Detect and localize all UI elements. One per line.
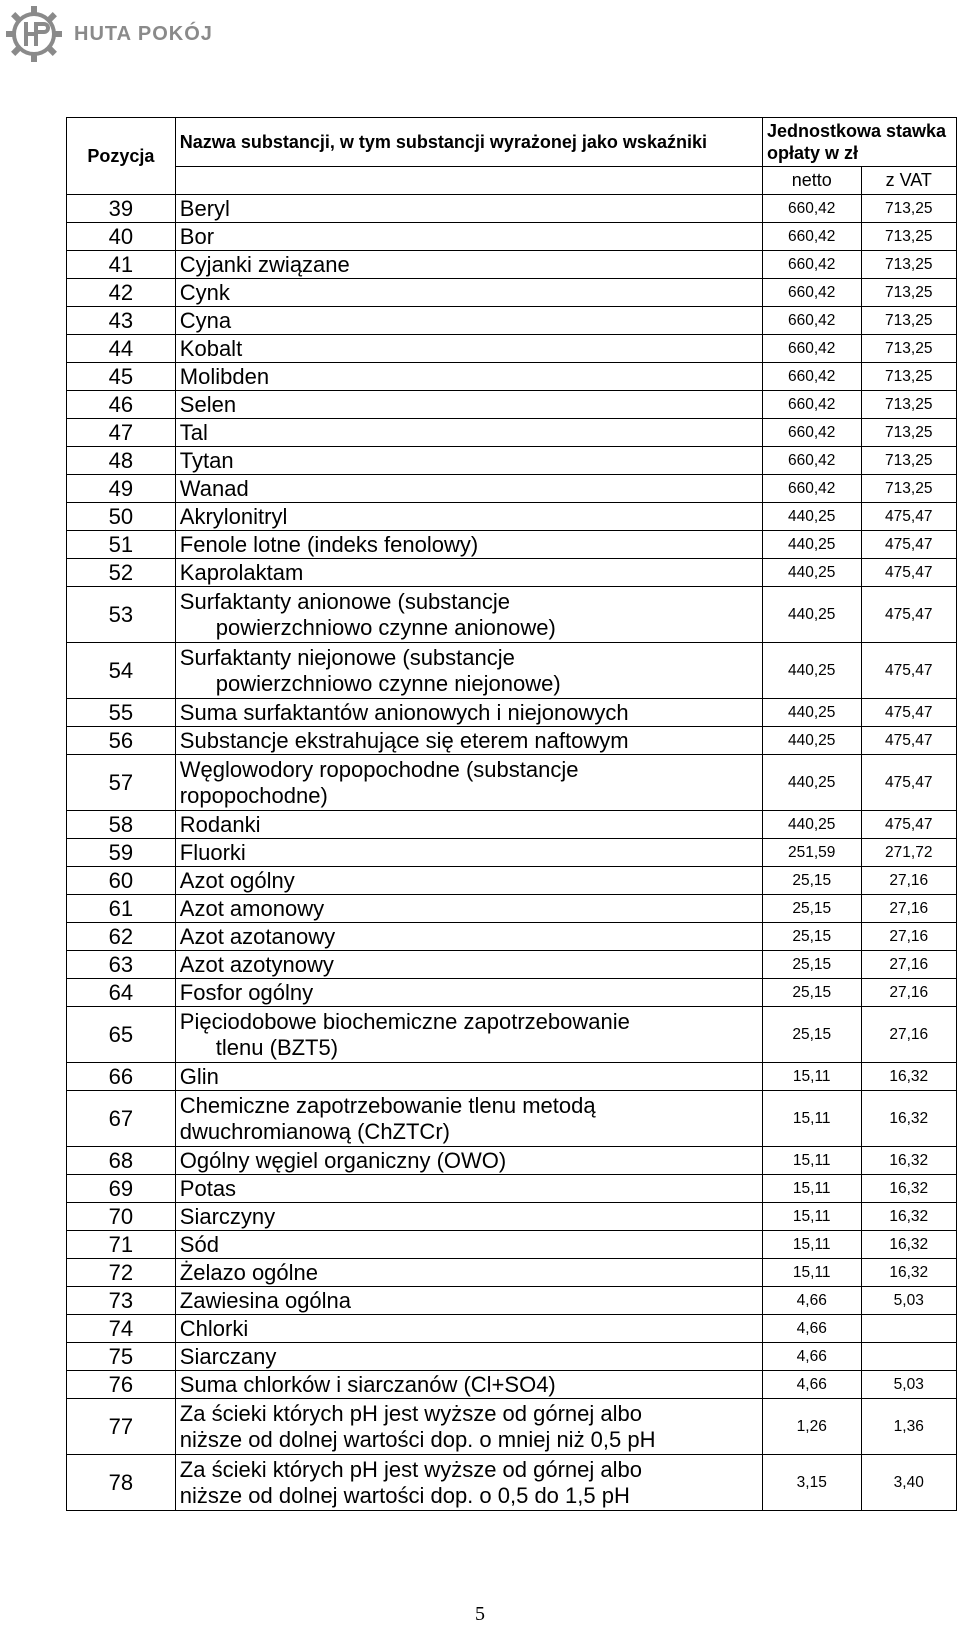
row-substance-name bbox=[175, 531, 762, 559]
row-position: 66 bbox=[67, 1063, 176, 1091]
row-rate-netto: 15,11 bbox=[762, 1203, 861, 1231]
row-substance-name bbox=[175, 839, 762, 867]
row-substance-name bbox=[175, 307, 762, 335]
row-substance-name bbox=[175, 1175, 762, 1203]
row-rate-vat: 713,25 bbox=[861, 251, 957, 279]
row-rate-vat: 27,16 bbox=[861, 1007, 957, 1063]
substance-name-line: Surfaktanty anionowe (substancje bbox=[179, 588, 510, 614]
row-rate-vat bbox=[861, 1343, 957, 1371]
row-substance-name bbox=[175, 419, 762, 447]
substance-name-line: Bor bbox=[179, 223, 215, 249]
row-substance-name bbox=[175, 559, 762, 587]
row-rate-vat: 16,32 bbox=[861, 1231, 957, 1259]
row-substance-name bbox=[175, 867, 762, 895]
row-rate-vat: 475,47 bbox=[861, 811, 957, 839]
row-rate-netto: 440,25 bbox=[762, 699, 861, 727]
row-substance-name bbox=[175, 279, 762, 307]
substance-name-line: Azot ogólny bbox=[179, 867, 295, 893]
substance-name-line: Fenole lotne (indeks fenolowy) bbox=[179, 531, 479, 557]
row-rate-vat: 713,25 bbox=[861, 391, 957, 419]
row-substance-name bbox=[175, 699, 762, 727]
row-position: 75 bbox=[67, 1343, 176, 1371]
table-row bbox=[67, 951, 957, 979]
row-position: 44 bbox=[67, 335, 176, 363]
row-substance-name bbox=[175, 755, 762, 811]
row-position: 51 bbox=[67, 531, 176, 559]
table-row bbox=[67, 895, 957, 923]
substance-name-line: tlenu (BZT5) bbox=[215, 1034, 339, 1060]
row-rate-netto: 660,42 bbox=[762, 223, 861, 251]
row-rate-vat: 16,32 bbox=[861, 1147, 957, 1175]
table-row bbox=[67, 195, 957, 223]
row-rate-netto: 3,15 bbox=[762, 1455, 861, 1511]
row-substance-name bbox=[175, 951, 762, 979]
substance-name-line: Pięciodobowe biochemiczne zapotrzebowanie bbox=[179, 1008, 630, 1034]
substance-name-line: Suma surfaktantów anionowych i niejonowych bbox=[179, 699, 629, 725]
table-subheader-row bbox=[67, 167, 957, 195]
row-position: 63 bbox=[67, 951, 176, 979]
row-rate-netto: 15,11 bbox=[762, 1259, 861, 1287]
row-rate-netto: 440,25 bbox=[762, 811, 861, 839]
table-row bbox=[67, 1343, 957, 1371]
row-rate-vat: 713,25 bbox=[861, 335, 957, 363]
substance-name-line: niższe od dolnej wartości dop. o mniej niż 0,5 pH bbox=[179, 1426, 656, 1452]
row-position: 57 bbox=[67, 755, 176, 811]
table-row bbox=[67, 1175, 957, 1203]
substance-name-line: niższe od dolnej wartości dop. o 0,5 do 1,5 pH bbox=[179, 1482, 630, 1508]
row-rate-netto: 251,59 bbox=[762, 839, 861, 867]
row-substance-name bbox=[175, 587, 762, 643]
table-row bbox=[67, 279, 957, 307]
row-rate-vat: 27,16 bbox=[861, 867, 957, 895]
substance-name-line: Cyna bbox=[179, 307, 232, 333]
table-row bbox=[67, 419, 957, 447]
row-position: 77 bbox=[67, 1399, 176, 1455]
row-rate-netto: 660,42 bbox=[762, 307, 861, 335]
row-rate-netto: 15,11 bbox=[762, 1231, 861, 1259]
row-rate-vat: 16,32 bbox=[861, 1175, 957, 1203]
row-substance-name bbox=[175, 1455, 762, 1511]
row-position: 64 bbox=[67, 979, 176, 1007]
row-rate-netto: 15,11 bbox=[762, 1063, 861, 1091]
row-rate-netto: 4,66 bbox=[762, 1287, 861, 1315]
row-rate-vat: 475,47 bbox=[861, 727, 957, 755]
column-header-netto: netto bbox=[762, 167, 861, 195]
row-rate-netto: 440,25 bbox=[762, 587, 861, 643]
substance-name-line: Sód bbox=[179, 1231, 219, 1257]
row-position: 58 bbox=[67, 811, 176, 839]
row-position: 70 bbox=[67, 1203, 176, 1231]
table-row bbox=[67, 1315, 957, 1343]
row-position: 76 bbox=[67, 1371, 176, 1399]
row-rate-netto: 4,66 bbox=[762, 1343, 861, 1371]
row-rate-netto: 15,11 bbox=[762, 1147, 861, 1175]
table-row bbox=[67, 1147, 957, 1175]
fee-rates-table bbox=[66, 117, 957, 1511]
row-position: 60 bbox=[67, 867, 176, 895]
logo-text: HUTA POKÓJ bbox=[74, 22, 213, 45]
row-rate-netto: 25,15 bbox=[762, 867, 861, 895]
row-substance-name bbox=[175, 1063, 762, 1091]
row-rate-netto: 25,15 bbox=[762, 1007, 861, 1063]
row-rate-netto: 25,15 bbox=[762, 951, 861, 979]
row-position: 71 bbox=[67, 1231, 176, 1259]
row-rate-vat: 27,16 bbox=[861, 951, 957, 979]
row-rate-netto: 660,42 bbox=[762, 335, 861, 363]
row-rate-vat: 713,25 bbox=[861, 223, 957, 251]
row-position: 54 bbox=[67, 643, 176, 699]
row-position: 62 bbox=[67, 923, 176, 951]
substance-name-line: Siarczyny bbox=[179, 1203, 276, 1229]
page-number: 5 bbox=[475, 1603, 485, 1625]
substance-name-line: Tal bbox=[179, 419, 208, 445]
row-rate-netto: 660,42 bbox=[762, 419, 861, 447]
table-row bbox=[67, 867, 957, 895]
row-rate-netto: 660,42 bbox=[762, 363, 861, 391]
row-position: 74 bbox=[67, 1315, 176, 1343]
row-position: 78 bbox=[67, 1455, 176, 1511]
row-substance-name bbox=[175, 195, 762, 223]
row-rate-vat: 475,47 bbox=[861, 587, 957, 643]
row-substance-name bbox=[175, 979, 762, 1007]
substance-name-line: Cyjanki związane bbox=[179, 251, 350, 277]
row-substance-name bbox=[175, 1203, 762, 1231]
row-substance-name bbox=[175, 727, 762, 755]
row-position: 45 bbox=[67, 363, 176, 391]
substance-name-line: powierzchniowo czynne niejonowe) bbox=[215, 670, 561, 696]
row-position: 73 bbox=[67, 1287, 176, 1315]
row-rate-vat: 3,40 bbox=[861, 1455, 957, 1511]
substance-name-line: Żelazo ogólne bbox=[179, 1259, 319, 1285]
table-row bbox=[67, 447, 957, 475]
substance-name-line: Beryl bbox=[179, 195, 230, 221]
row-position: 47 bbox=[67, 419, 176, 447]
row-position: 61 bbox=[67, 895, 176, 923]
row-position: 50 bbox=[67, 503, 176, 531]
row-substance-name bbox=[175, 1315, 762, 1343]
table-row bbox=[67, 223, 957, 251]
substance-name-line: Surfaktanty niejonowe (substancje bbox=[179, 644, 515, 670]
row-position: 56 bbox=[67, 727, 176, 755]
table-row bbox=[67, 811, 957, 839]
table-row bbox=[67, 1231, 957, 1259]
substance-name-line: Azot azotanowy bbox=[179, 923, 336, 949]
row-position: 39 bbox=[67, 195, 176, 223]
table-row bbox=[67, 1399, 957, 1455]
row-rate-vat: 475,47 bbox=[861, 643, 957, 699]
row-rate-netto: 440,25 bbox=[762, 531, 861, 559]
row-position: 65 bbox=[67, 1007, 176, 1063]
table-row bbox=[67, 699, 957, 727]
table-row bbox=[67, 307, 957, 335]
row-rate-vat: 713,25 bbox=[861, 447, 957, 475]
row-substance-name bbox=[175, 363, 762, 391]
row-rate-vat: 475,47 bbox=[861, 503, 957, 531]
row-position: 55 bbox=[67, 699, 176, 727]
row-substance-name bbox=[175, 1343, 762, 1371]
table-row bbox=[67, 727, 957, 755]
table-row bbox=[67, 335, 957, 363]
table-row bbox=[67, 251, 957, 279]
row-substance-name bbox=[175, 643, 762, 699]
table-row bbox=[67, 1259, 957, 1287]
table-row bbox=[67, 1455, 957, 1511]
row-position: 59 bbox=[67, 839, 176, 867]
row-rate-vat: 475,47 bbox=[861, 559, 957, 587]
row-rate-netto: 440,25 bbox=[762, 503, 861, 531]
row-position: 43 bbox=[67, 307, 176, 335]
table-row bbox=[67, 363, 957, 391]
substance-name-line: Rodanki bbox=[179, 811, 261, 837]
substance-name-line: Fosfor ogólny bbox=[179, 979, 314, 1005]
row-substance-name bbox=[175, 1091, 762, 1147]
row-position: 41 bbox=[67, 251, 176, 279]
table-row bbox=[67, 503, 957, 531]
row-rate-netto: 660,42 bbox=[762, 279, 861, 307]
column-header-rate: Jednostkowa stawka opłaty w zł bbox=[762, 118, 956, 167]
row-position: 42 bbox=[67, 279, 176, 307]
row-rate-netto: 440,25 bbox=[762, 755, 861, 811]
row-rate-vat: 27,16 bbox=[861, 923, 957, 951]
row-substance-name bbox=[175, 895, 762, 923]
row-rate-netto: 660,42 bbox=[762, 195, 861, 223]
row-rate-vat: 713,25 bbox=[861, 195, 957, 223]
row-substance-name bbox=[175, 503, 762, 531]
substance-name-line: Kobalt bbox=[179, 335, 243, 361]
substance-name-line: Zawiesina ogólna bbox=[179, 1287, 352, 1313]
row-rate-vat: 1,36 bbox=[861, 1399, 957, 1455]
row-rate-netto: 660,42 bbox=[762, 447, 861, 475]
row-position: 49 bbox=[67, 475, 176, 503]
row-substance-name bbox=[175, 923, 762, 951]
table-row bbox=[67, 475, 957, 503]
row-substance-name bbox=[175, 811, 762, 839]
column-header-position: Pozycja bbox=[67, 118, 176, 195]
row-rate-vat: 27,16 bbox=[861, 895, 957, 923]
row-substance-name bbox=[175, 335, 762, 363]
row-substance-name bbox=[175, 447, 762, 475]
row-rate-vat: 16,32 bbox=[861, 1091, 957, 1147]
row-position: 69 bbox=[67, 1175, 176, 1203]
row-rate-vat: 16,32 bbox=[861, 1203, 957, 1231]
substance-name-line: Ogólny węgiel organiczny (OWO) bbox=[179, 1147, 507, 1173]
row-rate-vat: 713,25 bbox=[861, 475, 957, 503]
row-position: 53 bbox=[67, 587, 176, 643]
row-rate-vat: 475,47 bbox=[861, 755, 957, 811]
row-position: 67 bbox=[67, 1091, 176, 1147]
row-rate-vat: 271,72 bbox=[861, 839, 957, 867]
row-position: 72 bbox=[67, 1259, 176, 1287]
row-position: 40 bbox=[67, 223, 176, 251]
substance-name-line: Substancje ekstrahujące się eterem naftowym bbox=[179, 727, 629, 753]
row-rate-netto: 440,25 bbox=[762, 559, 861, 587]
row-substance-name bbox=[175, 1231, 762, 1259]
row-rate-vat: 16,32 bbox=[861, 1063, 957, 1091]
table-row bbox=[67, 979, 957, 1007]
row-substance-name bbox=[175, 1147, 762, 1175]
row-rate-netto: 660,42 bbox=[762, 251, 861, 279]
substance-name-line: powierzchniowo czynne anionowe) bbox=[215, 614, 556, 640]
table-row bbox=[67, 559, 957, 587]
substance-name-line: Węglowodory ropopochodne (substancje bbox=[179, 756, 579, 782]
table-row bbox=[67, 1371, 957, 1399]
row-position: 48 bbox=[67, 447, 176, 475]
substance-name-line: Azot amonowy bbox=[179, 895, 325, 921]
row-rate-netto: 25,15 bbox=[762, 895, 861, 923]
row-position: 46 bbox=[67, 391, 176, 419]
row-substance-name bbox=[175, 1007, 762, 1063]
row-position: 68 bbox=[67, 1147, 176, 1175]
row-rate-netto: 25,15 bbox=[762, 923, 861, 951]
row-rate-vat: 713,25 bbox=[861, 363, 957, 391]
substance-name-line: Suma chlorków i siarczanów (Cl+SO4) bbox=[179, 1371, 556, 1397]
row-rate-vat: 27,16 bbox=[861, 979, 957, 1007]
substance-name-line: Tytan bbox=[179, 447, 234, 473]
substance-name-line: Chemiczne zapotrzebowanie tlenu metodą bbox=[179, 1092, 596, 1118]
substance-name-line: Azot azotynowy bbox=[179, 951, 334, 977]
table-row bbox=[67, 839, 957, 867]
row-rate-netto: 4,66 bbox=[762, 1315, 861, 1343]
row-rate-netto: 4,66 bbox=[762, 1371, 861, 1399]
table-row bbox=[67, 531, 957, 559]
company-logo bbox=[4, 4, 213, 64]
row-position: 52 bbox=[67, 559, 176, 587]
table-row bbox=[67, 923, 957, 951]
substance-name-line: Chlorki bbox=[179, 1315, 249, 1341]
table-row bbox=[67, 1063, 957, 1091]
table-row bbox=[67, 1007, 957, 1063]
table-row bbox=[67, 755, 957, 811]
row-rate-netto: 440,25 bbox=[762, 643, 861, 699]
table-row bbox=[67, 391, 957, 419]
substance-name-line: Selen bbox=[179, 391, 237, 417]
substance-name-line: Kaprolaktam bbox=[179, 559, 304, 585]
row-rate-netto: 440,25 bbox=[762, 727, 861, 755]
substance-name-line: Za ścieki których pH jest wyższe od górnej albo bbox=[179, 1456, 642, 1482]
substance-name-line: Wanad bbox=[179, 475, 249, 501]
row-rate-vat: 475,47 bbox=[861, 699, 957, 727]
row-rate-vat: 475,47 bbox=[861, 531, 957, 559]
substance-name-line: Fluorki bbox=[179, 839, 246, 865]
substance-name-line: Molibden bbox=[179, 363, 270, 389]
column-header-name: Nazwa substancji, w tym substancji wyrażonej jako wskaźniki bbox=[175, 118, 762, 167]
row-rate-netto: 660,42 bbox=[762, 391, 861, 419]
row-substance-name bbox=[175, 1399, 762, 1455]
row-rate-vat: 713,25 bbox=[861, 279, 957, 307]
column-header-vat: z VAT bbox=[861, 167, 957, 195]
row-rate-netto: 15,11 bbox=[762, 1091, 861, 1147]
row-rate-vat: 5,03 bbox=[861, 1287, 957, 1315]
row-rate-vat: 713,25 bbox=[861, 307, 957, 335]
row-substance-name bbox=[175, 223, 762, 251]
row-rate-netto: 25,15 bbox=[762, 979, 861, 1007]
row-rate-netto: 1,26 bbox=[762, 1399, 861, 1455]
gear-logo-icon bbox=[4, 4, 64, 64]
row-rate-vat: 16,32 bbox=[861, 1259, 957, 1287]
row-rate-vat: 5,03 bbox=[861, 1371, 957, 1399]
row-rate-vat bbox=[861, 1315, 957, 1343]
row-substance-name bbox=[175, 1371, 762, 1399]
table-row bbox=[67, 1091, 957, 1147]
row-rate-vat: 713,25 bbox=[861, 419, 957, 447]
substance-name-line: ropopochodne) bbox=[179, 782, 328, 808]
table-row bbox=[67, 643, 957, 699]
table-row bbox=[67, 1203, 957, 1231]
substance-name-line: Siarczany bbox=[179, 1343, 277, 1369]
substance-name-line: Cynk bbox=[179, 279, 230, 305]
table-row bbox=[67, 587, 957, 643]
substance-name-line: Potas bbox=[179, 1175, 237, 1201]
substance-name-line: Glin bbox=[179, 1063, 219, 1089]
table-row bbox=[67, 1287, 957, 1315]
subheader-empty-cell bbox=[175, 167, 762, 195]
row-substance-name bbox=[175, 1259, 762, 1287]
substance-name-line: dwuchromianową (ChZTCr) bbox=[179, 1118, 450, 1144]
row-substance-name bbox=[175, 475, 762, 503]
substance-name-line: Za ścieki których pH jest wyższe od górnej albo bbox=[179, 1400, 642, 1426]
table-header-row bbox=[67, 118, 957, 167]
row-substance-name bbox=[175, 391, 762, 419]
row-substance-name bbox=[175, 251, 762, 279]
row-rate-netto: 660,42 bbox=[762, 475, 861, 503]
row-substance-name bbox=[175, 1287, 762, 1315]
row-rate-netto: 15,11 bbox=[762, 1175, 861, 1203]
substance-name-line: Akrylonitryl bbox=[179, 503, 288, 529]
